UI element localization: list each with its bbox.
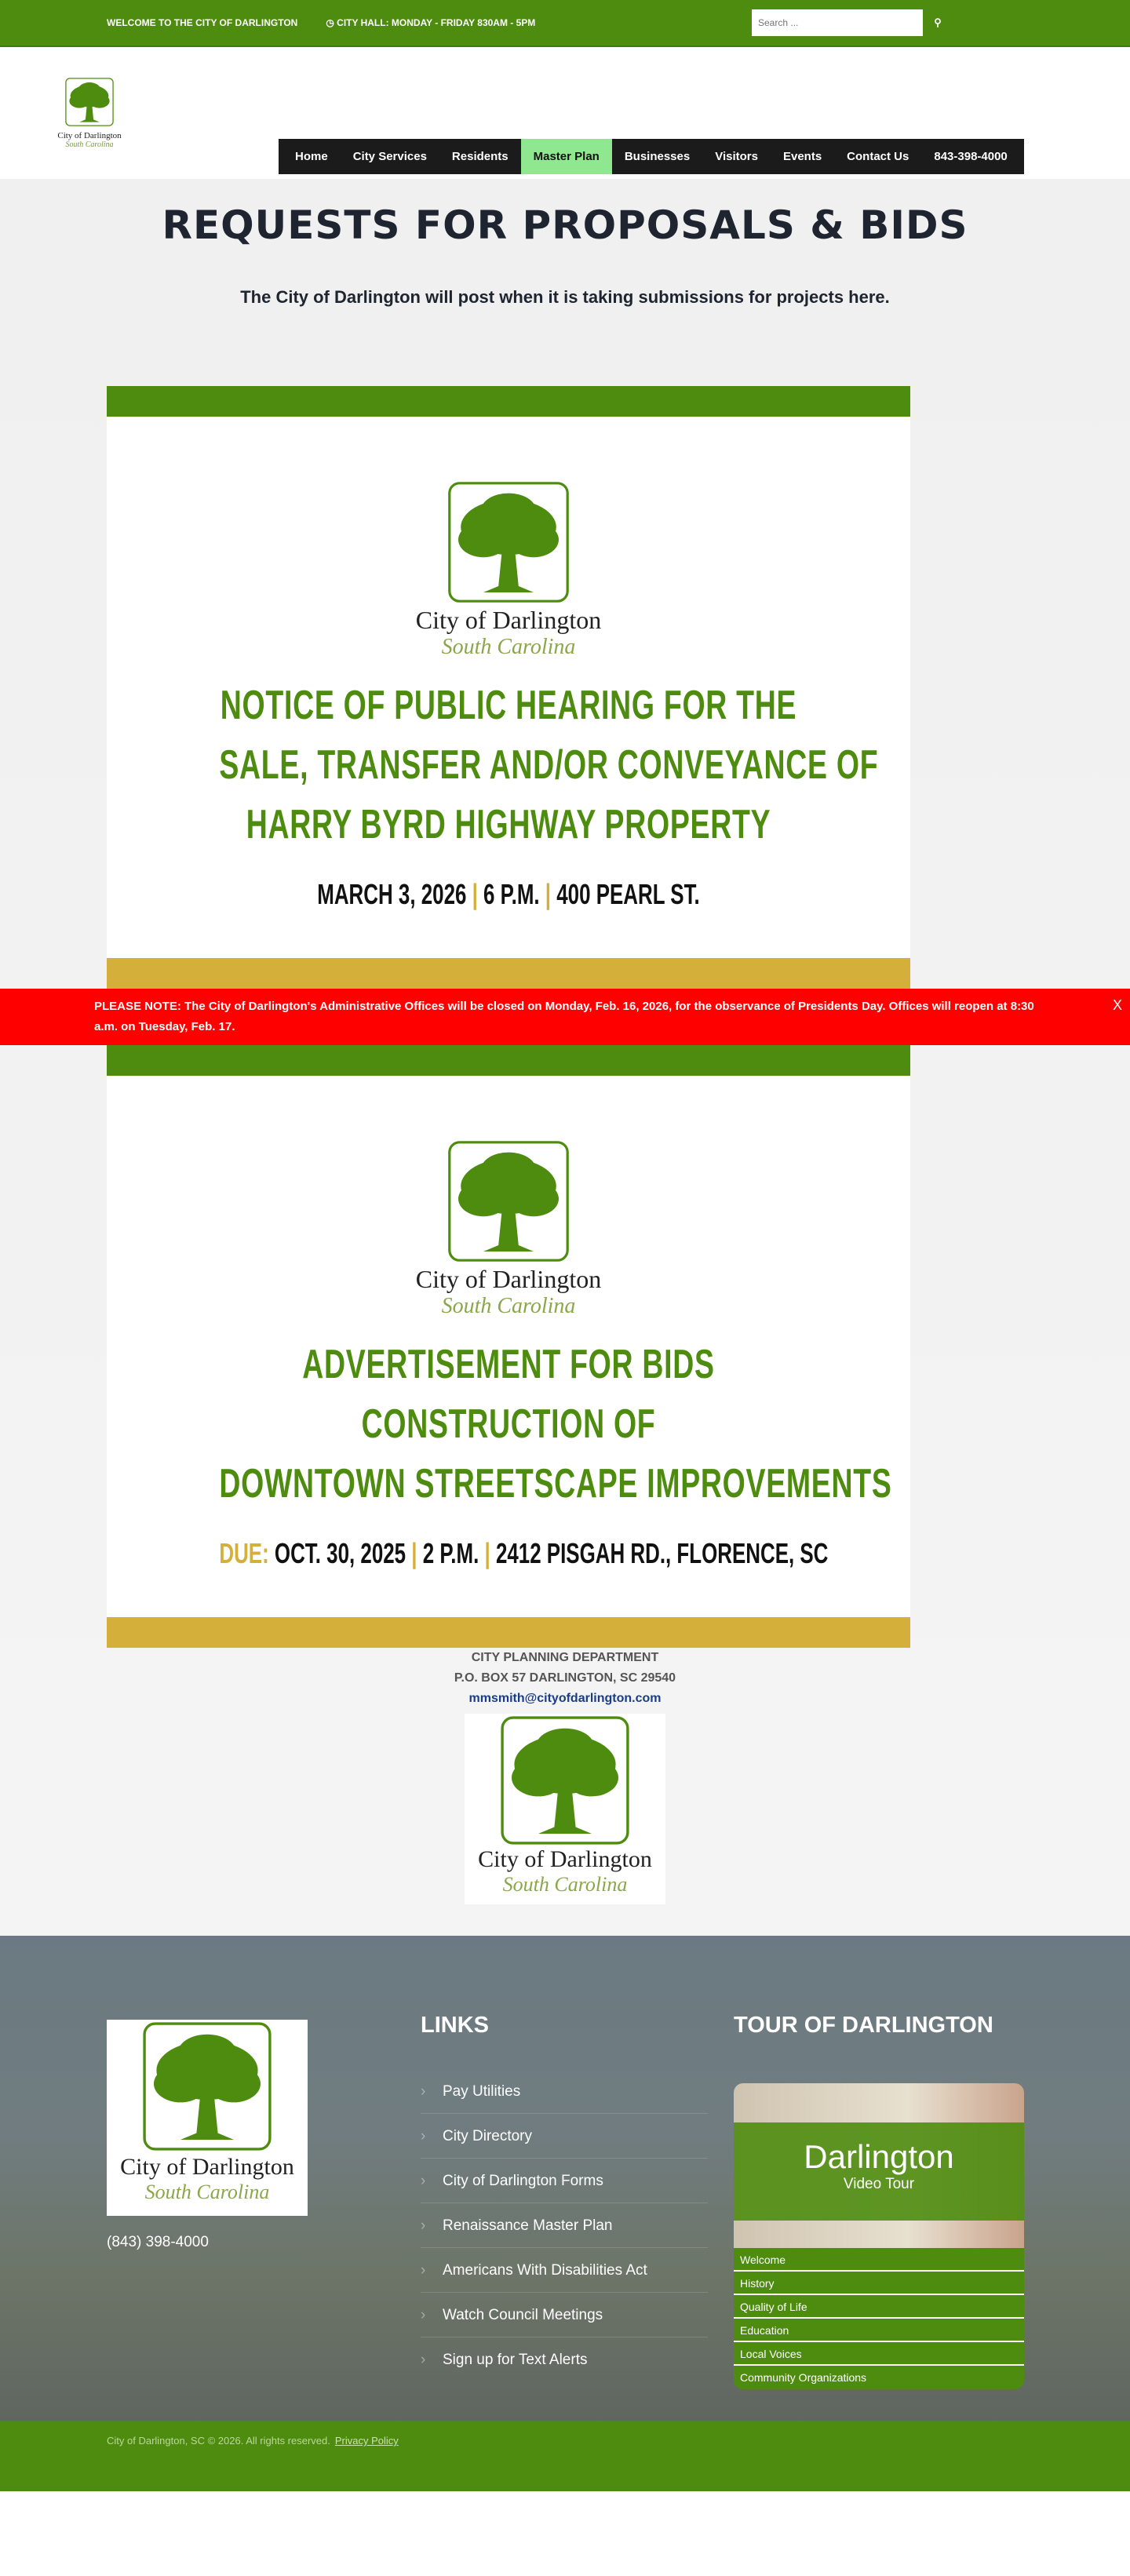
privacy-policy-link[interactable]: Privacy Policy <box>334 2435 399 2447</box>
nav-visitors[interactable]: Visitors <box>715 150 758 163</box>
footer-links <box>421 2069 708 2382</box>
bid-line: CONSTRUCTION OF <box>361 1401 656 1447</box>
search-form <box>752 9 953 36</box>
notice-details: MARCH 3, 2026 | 6 P.M. | 400 PEARL ST. <box>317 878 700 910</box>
bid-details: DUE: OCT. 30, 2025 | 2 P.M. | 2412 PISGAH RD., FLORENCE, SC <box>219 1537 829 1569</box>
video-subtitle: Video Tour <box>843 2176 915 2192</box>
site-logo[interactable] <box>53 77 126 149</box>
tour-item[interactable]: Welcome <box>734 2248 1024 2272</box>
tree-logo-icon <box>418 479 599 605</box>
link-master-plan[interactable]: › Renaissance Master Plan <box>421 2203 708 2248</box>
site-footer <box>0 1936 1130 2421</box>
nav-city-services[interactable]: City Services <box>352 150 427 163</box>
nav-residents[interactable]: Residents <box>451 150 508 163</box>
notice-line: NOTICE OF PUBLIC HEARING FOR THE <box>220 683 797 728</box>
copyright-text: City of Darlington, SC © 2026. All rights reserved. <box>107 2435 330 2447</box>
footer-logo <box>107 2020 308 2216</box>
tour-heading: TOUR OF DARLINGTON <box>734 2013 993 2038</box>
search-icon[interactable]: ⚲ <box>934 16 942 28</box>
notice-public-hearing[interactable] <box>107 386 910 989</box>
nav-home[interactable]: Home <box>295 150 328 163</box>
notice-line: SALE, TRANSFER AND/OR CONVEYANCE OF <box>219 742 879 788</box>
top-bar <box>0 0 1130 47</box>
logo-city: City of Darlington <box>57 131 122 140</box>
tour-item[interactable]: Education <box>734 2319 1024 2342</box>
bid-line: ADVERTISEMENT FOR BIDS <box>302 1342 715 1387</box>
bid-time: 2 P.M. <box>422 1537 479 1569</box>
nav-phone[interactable]: 843-398-4000 <box>934 150 1008 163</box>
due-label: DUE: <box>219 1537 269 1569</box>
nav-businesses[interactable]: Businesses <box>624 150 691 163</box>
alert-text: PLEASE NOTE: The City of Darlington's Administrative Offices will be closed on Monday, Feb. 16, 2026, for the observance of Presidents Day. Offices will reopen at 8:30 a.m. on Tuesday, Feb. 17. <box>94 1000 1034 1033</box>
link-council-meetings[interactable]: › Watch Council Meetings <box>421 2293 708 2337</box>
bid-place: 2412 PISGAH RD., FLORENCE, SC <box>495 1537 829 1569</box>
video-thumbnail[interactable] <box>734 2083 1024 2248</box>
address: P.O. BOX 57 DARLINGTON, SC 29540 <box>454 1671 676 1685</box>
bid-date: OCT. 30, 2025 <box>274 1537 406 1569</box>
links-heading: LINKS <box>421 2013 489 2038</box>
notice-line: HARRY BYRD HIGHWAY PROPERTY <box>246 802 771 847</box>
notice-time: 6 P.M. <box>483 878 540 910</box>
bid-line: DOWNTOWN STREETSCAPE IMPROVEMENTS <box>219 1461 892 1507</box>
logo-state: South Carolina <box>441 1294 576 1318</box>
logo-state: South Carolina <box>502 1873 628 1896</box>
link-pay-utilities[interactable]: › Pay Utilities <box>421 2069 708 2114</box>
tour-item[interactable]: Quality of Life <box>734 2295 1024 2319</box>
nav-master-plan[interactable]: Master Plan <box>521 139 612 174</box>
footer-phone[interactable]: (843) 398-4000 <box>107 2234 209 2250</box>
notice-place: 400 PEARL ST. <box>556 878 700 910</box>
close-icon[interactable]: X <box>1112 997 1122 1013</box>
notice-date: MARCH 3, 2026 <box>317 878 467 910</box>
logo-city: City of Darlington <box>415 606 602 634</box>
tour-item[interactable]: Community Organizations <box>734 2366 1024 2389</box>
main-content <box>0 179 1130 1936</box>
tour-item[interactable]: History <box>734 2272 1024 2295</box>
page-subtitle: The City of Darlington will post when it is taking submissions for projects here. <box>240 287 890 307</box>
logo-state: South Carolina <box>65 140 114 149</box>
link-forms[interactable]: › City of Darlington Forms <box>421 2159 708 2203</box>
email-link[interactable]: mmsmith@cityofdarlington.com <box>468 1692 662 1705</box>
link-ada[interactable]: › Americans With Disabilities Act <box>421 2248 708 2293</box>
city-hall-hours: ◷ CITY HALL: MONDAY - FRIDAY 830AM - 5PM <box>326 17 536 28</box>
logo-city: City of Darlington <box>478 1846 652 1872</box>
link-text-alerts[interactable]: › Sign up for Text Alerts <box>421 2337 708 2382</box>
logo-city: City of Darlington <box>120 2154 294 2180</box>
nav-events[interactable]: Events <box>782 150 822 163</box>
video-title: Darlington <box>804 2138 954 2175</box>
department: CITY PLANNING DEPARTMENT <box>471 1651 659 1664</box>
tree-logo-icon <box>471 1714 659 1847</box>
tree-logo-icon <box>58 77 121 127</box>
copyright-bar <box>0 2421 1130 2491</box>
welcome-text: WELCOME TO THE CITY OF DARLINGTON <box>107 17 298 28</box>
tour-item[interactable]: Local Voices <box>734 2342 1024 2366</box>
tree-logo-icon <box>113 2020 301 2153</box>
closure-alert <box>0 989 1130 1045</box>
tree-logo-icon <box>418 1139 599 1264</box>
link-city-directory[interactable]: › City Directory <box>421 2114 708 2159</box>
logo-state: South Carolina <box>441 635 576 659</box>
advertisement-for-bids[interactable] <box>107 1045 910 1648</box>
city-logo <box>465 1714 665 1904</box>
video-tour-widget <box>734 2083 1024 2389</box>
page-title: REQUESTS FOR PROPOSALS & BIDS <box>162 202 968 248</box>
main-nav <box>279 139 1024 174</box>
logo-city: City of Darlington <box>415 1265 602 1293</box>
search-input[interactable] <box>752 9 923 36</box>
site-header <box>0 47 1130 179</box>
nav-contact-us[interactable]: Contact Us <box>847 150 909 163</box>
planning-contact <box>0 1648 1130 1709</box>
logo-state: South Carolina <box>144 2181 270 2203</box>
